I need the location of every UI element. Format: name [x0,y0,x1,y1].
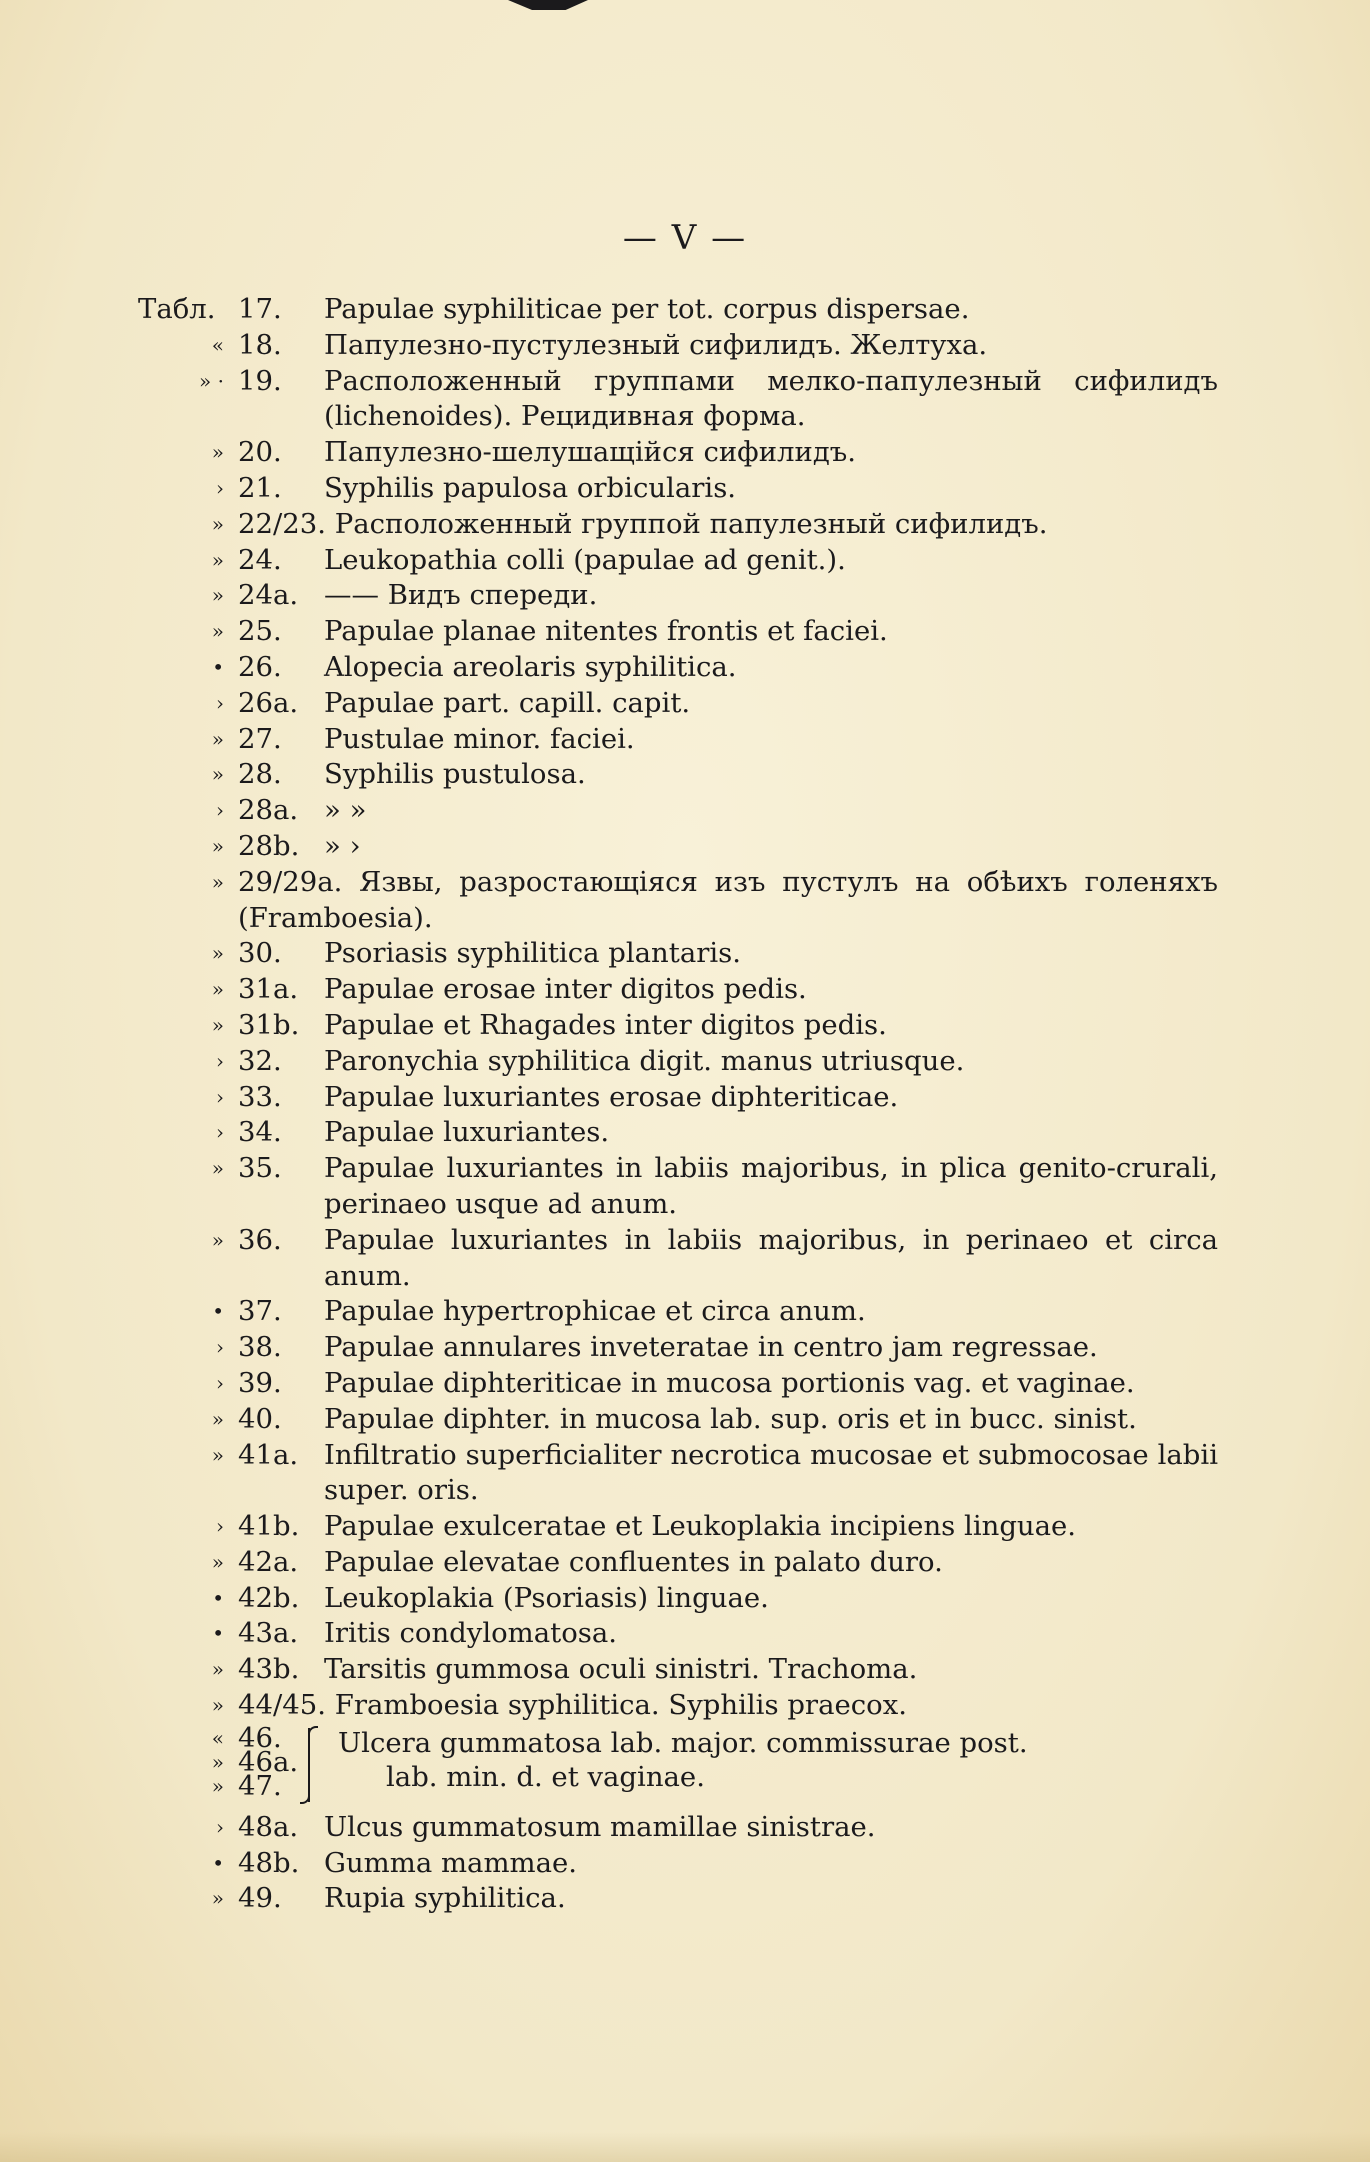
list-item [138,1581,1218,1617]
row-ditto-mark: › [216,1084,224,1109]
entry-text: Alopecia areolaris syphilitica. [324,650,737,683]
plate-number: 32. [238,1044,282,1077]
plate-number: 26a. [238,686,299,719]
entry-text: Gumma mammae. [324,1846,578,1879]
list-item [138,936,1218,972]
group-text-line-2: lab. min. d. et vaginae. [386,1760,705,1793]
plate-number: 24a. [238,579,299,612]
group-text-line-1: Ulcera gummatosa lab. major. commissurae post. [338,1726,1028,1759]
list-item [138,757,1218,793]
plate-number: 20. [238,436,282,469]
plate-number: 39. [238,1366,282,1399]
list-item [138,1881,1218,1917]
list-item [138,1115,1218,1151]
row-ditto-mark: » [211,1549,224,1574]
list-item [138,435,1218,471]
list-item [138,972,1218,1008]
plate-number: 26. [238,650,282,683]
plate-number: 22/23. [238,507,326,540]
brace-bracket [308,1728,326,1802]
row-ditto-mark: « [211,1725,224,1750]
page-edge-stain [0,2132,1370,2162]
row-ditto-mark: • [212,1299,224,1324]
row-ditto-mark: › [216,1370,224,1395]
list-item [138,471,1218,507]
plate-number: 46. [238,1721,282,1754]
row-ditto-mark: › [216,1814,224,1839]
plate-number: 18. [238,328,282,361]
list-item [138,1438,1218,1510]
list-item [138,865,1218,937]
row-ditto-mark: » [211,1156,224,1181]
list-item [138,292,1218,328]
plate-number: 49. [238,1882,282,1915]
row-ditto-mark: » [211,869,224,894]
row-ditto-mark: » [211,511,224,536]
row-ditto-mark: » [211,1227,224,1252]
plate-number: 33. [238,1080,282,1113]
plate-number: 31b. [238,1008,300,1041]
list-item [138,1044,1218,1080]
plate-number: 21. [238,471,282,504]
plate-number: 27. [238,722,282,755]
row-ditto-mark: » [211,1749,224,1774]
row-ditto-mark: » [211,1886,224,1911]
list-item [138,686,1218,722]
plate-number: 37. [238,1295,282,1328]
entry-text: Papulae diphteriticae in mucosa portionis vag. et vaginae. [324,1366,1135,1399]
plate-number: 28. [238,758,282,791]
entry-title [238,1688,1218,1724]
list-item [138,793,1218,829]
row-ditto-mark: » [211,583,224,608]
list-item [138,578,1218,614]
plate-number: 36. [238,1223,282,1256]
entry-text: Syphilis papulosa orbicularis. [324,471,737,504]
row-ditto-mark: › [216,1514,224,1539]
grouped-entry [138,1721,1218,1802]
group-plate-numbers [238,1721,308,1802]
entry-text: Leukopathia colli (papulae ad genit.). [324,543,846,576]
list-item [138,543,1218,579]
entry-text: Psoriasis syphilitica plantaris. [324,937,742,970]
plate-number: 44/45. [238,1689,326,1722]
plates-list [138,292,1218,1917]
list-item [138,1652,1218,1688]
list-item [138,1223,1218,1295]
list-item [138,1509,1218,1545]
list-item [138,507,1218,543]
row-ditto-mark: » · [199,368,224,393]
entry-text: Pustulae minor. faciei. [324,722,635,755]
row-ditto-mark: » [211,1406,224,1431]
plate-number: 35. [238,1152,282,1185]
row-ditto-mark: • [212,1585,224,1610]
list-item [138,1008,1218,1044]
plate-number: 28b. [238,829,300,862]
entry-text: Язвы, разростающіяся изъ пустулъ на обѣихъ голеняхъ (Framboesia). [238,865,1218,934]
entry-text: Papulae et Rhagades inter digitos pedis. [324,1008,887,1041]
entry-text: Ulcus gummatosum mamillae sinistrae. [324,1810,876,1843]
row-ditto-mark: › [216,1335,224,1360]
row-ditto-mark: • [212,1621,224,1646]
list-item [138,1330,1218,1366]
entry-text: Papulae syphiliticae per tot. corpus dispersae. [324,293,970,325]
entry-text: Leukoplakia (Psoriasis) linguae. [324,1581,769,1614]
entry-title [238,865,1218,937]
list-item [138,1846,1218,1882]
entry-text: Papulae hypertrophicae et circa anum. [324,1295,866,1328]
plate-number: 34. [238,1116,282,1149]
list-item [138,1366,1218,1402]
entry-text: Papulae luxuriantes in labiis majoribus, in perinaeo et circa anum. [324,1223,1218,1292]
row-ditto-mark: » [211,1442,224,1467]
plate-number: 19. [238,364,282,397]
entry-text: Infiltratio superficialiter necrotica mucosae et submocosae labii super. oris. [324,1438,1218,1507]
row-ditto-mark: » [211,762,224,787]
list-item [138,1151,1218,1223]
row-ditto-mark: • [212,1850,224,1875]
list-item [138,1402,1218,1438]
plate-number: 31a. [238,973,299,1006]
row-ditto-mark: » [211,1657,224,1682]
list-item [138,1688,1218,1724]
entry-text: » » [324,794,367,827]
entry-text: Papulae luxuriantes in labiis majoribus, in plica genito-cruralі, perinaeo usque ad anum. [324,1152,1218,1220]
row-ditto-mark: » [211,1693,224,1718]
entry-text: Paronychia syphilitica digit. manus utriusque. [324,1044,965,1077]
plate-number: 48b. [238,1846,300,1879]
list-item [138,829,1218,865]
list-item [138,1294,1218,1330]
row-ditto-mark: » [211,977,224,1002]
top-ink-mark [508,0,588,10]
plate-number: 48a. [238,1810,299,1843]
entry-text: Papulae erosae inter digitos pedis. [324,973,807,1006]
plate-number: 25. [238,615,282,648]
plate-number: 30. [238,937,282,970]
plate-number: 40. [238,1402,282,1435]
plate-number: 38. [238,1331,282,1364]
entry-text: Papulae part. capill. capit. [324,686,691,719]
row-ditto-mark: • [212,654,224,679]
entry-text: Papulae elevatae confluentes in palato duro. [324,1545,943,1578]
list-item [138,1545,1218,1581]
row-ditto-mark: » [211,440,224,465]
entry-text: » › [324,829,361,862]
row-ditto-mark: › [216,1048,224,1073]
list-item [138,1080,1218,1116]
list-item [138,1616,1218,1652]
row-ditto-mark: Табл. [138,293,216,325]
entry-text: Framboesia syphilitica. Syphilis praecox. [334,1689,907,1722]
page-number-header: — V — [622,218,748,258]
list-item [138,722,1218,758]
plate-number: 28a. [238,794,299,827]
entry-text: Tarsitis gummosa oculi sinistri. Trachoma. [324,1653,918,1686]
list-item [138,328,1218,364]
entry-text: Расположенный группой папулезный сифилидъ. [334,507,1048,540]
entry-text: Papulae luxuriantes erosae diphteriticae. [324,1080,899,1113]
list-item [138,650,1218,686]
row-ditto-mark: › [216,690,224,715]
row-ditto-mark: » [211,833,224,858]
entry-text: Rupia syphilitica. [324,1882,566,1915]
entry-text: Syphilis pustulosa. [324,758,586,791]
plate-number: 46a. [238,1745,299,1778]
entry-text: Papulae diphter. in mucosa lab. sup. oris et in bucc. sinist. [324,1402,1137,1435]
row-ditto-mark: » [211,619,224,644]
row-ditto-mark: › [216,798,224,823]
row-ditto-mark: « [211,332,224,357]
list-item [138,364,1218,436]
list-item [138,614,1218,650]
row-ditto-mark: › [216,475,224,500]
row-ditto-mark: › [216,1120,224,1145]
plate-number: 47. [238,1769,282,1802]
plate-number: 41b. [238,1510,300,1543]
list-item [138,1810,1218,1846]
entry-text: —— Видъ спереди. [324,579,598,612]
row-ditto-mark: » [211,941,224,966]
row-ditto-mark: » [211,1012,224,1037]
group-text [338,1726,1218,1794]
group-ditto-marks [138,1726,238,1798]
entry-text: Папулезно-пустулезный сифилидъ. Желтуха. [324,328,988,361]
plate-number: 24. [238,543,282,576]
entry-text: Расположенный группами мелко-папулезный сифилидъ (lichenoides). Рецидивная форма. [324,364,1218,433]
plate-number: 42a. [238,1545,299,1578]
plate-number: 43a. [238,1617,299,1650]
plate-number: 43b. [238,1653,300,1686]
plate-number: 41a. [238,1438,299,1471]
plate-number: 17. [238,293,282,325]
entry-text: Iritis condylomatosa. [324,1617,617,1650]
entry-text: Papulae luxuriantes. [324,1116,610,1149]
plate-number: 42b. [238,1581,300,1614]
entry-text: Papulae exulceratae et Leukoplakia incipiens linguae. [324,1510,1077,1543]
entry-title [238,507,1218,543]
entry-text: Papulae planae nitentes frontis et faciei. [324,615,888,648]
row-ditto-mark: » [211,1773,224,1798]
entry-text: Papulae annulares inveteratae in centro jam regressae. [324,1331,1098,1364]
entry-text: Папулезно-шелушащійся сифилидъ. [324,436,856,469]
row-ditto-mark: » [211,547,224,572]
plate-number: 29/29a. [238,865,343,898]
row-ditto-mark: » [211,726,224,751]
